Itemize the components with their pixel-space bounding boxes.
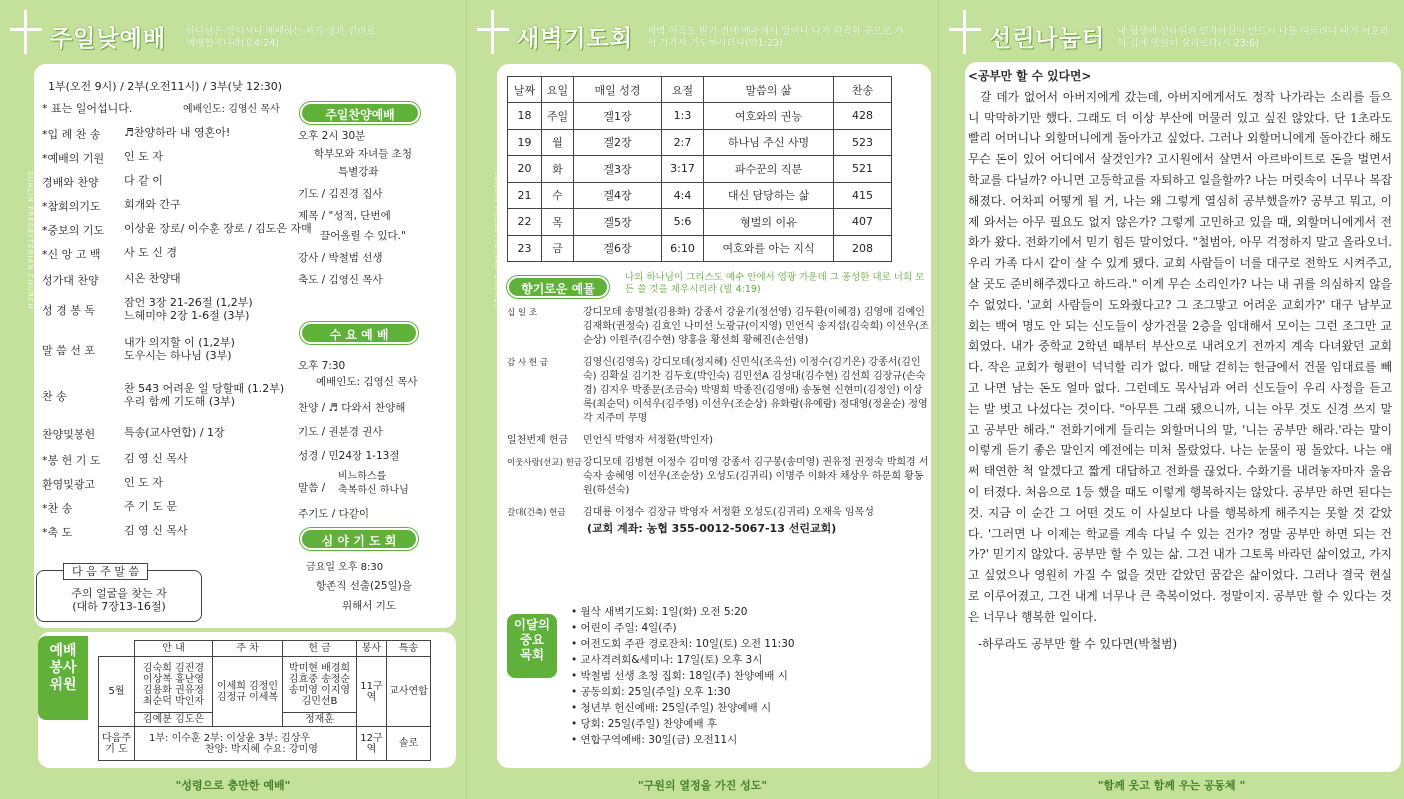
header <box>517 18 930 58</box>
story <box>968 66 1392 770</box>
offering-type: 갈대(건축) 헌금 <box>507 508 566 518</box>
event-item: • 공동의회: 25일(주일) 오후 1:30 <box>571 686 731 698</box>
volunteer-section <box>38 636 452 770</box>
stand-note: * 표는 일어섭니다. <box>42 102 133 115</box>
order-label: *중보의 기도 <box>42 224 105 237</box>
offering-names: 강디모데 송명철(김용화) 강종서 강윤기(정선영) 김두환(이혜경) 김영애 김예인 김재화(권정숙) 김효인 나미선 노광규(이지영) 민언식 송지섭(김숙희) 이선우(조순상) 이원주(김수현) 양홍을 황선희 황혜진(손선영) <box>583 307 929 346</box>
worship-order <box>42 66 456 624</box>
order-value: 사 도 신 경 <box>124 246 177 259</box>
table-row: 19 월 겔2장 2:7 하나님 주신 사명 523 <box>508 129 892 156</box>
next-week-ref: (대하 7장13-16절) <box>72 600 166 613</box>
cross-icon <box>6 10 46 54</box>
footer-slogan: "구원의 열정을 가진 성도" <box>637 779 768 792</box>
order-label: *신 앙 고 백 <box>42 248 101 261</box>
bank-account: (교회 계좌: 농협 355-0012-5067-13 선린교회) <box>587 522 837 535</box>
night-line1: 항존직 선출(25일)을 <box>316 580 412 592</box>
order-value: 찬 543 어려운 일 당할때 (1.2부) 우리 함께 기도해 (3부) <box>124 382 285 408</box>
night-line2: 위해서 기도 <box>342 600 397 612</box>
order-value: ♬찬양하라 내 영혼아! <box>124 126 231 139</box>
order-value: 김 영 신 목사 <box>124 524 188 537</box>
wednesday-prayer: 기도 / 권분경 권사 <box>298 426 383 438</box>
order-label: 성가대 찬양 <box>42 274 99 287</box>
header-verse: 내 평생에 선하심과 인자하심이 반드시 나를 따르리니 내가 여호와의 집에 영원히 살리로다(시 23:6) <box>1117 26 1389 49</box>
header-verse: 하나님은 영이시니 예배하는 자가 영과 진리로 예배할지니라(요4:24) <box>186 26 376 49</box>
offering-type: 십 일 조 <box>507 308 538 318</box>
order-value: 다 같 이 <box>124 174 163 187</box>
order-label: 경배와 찬양 <box>42 176 99 189</box>
order-label: *봉 헌 기 도 <box>42 454 101 467</box>
table-row: 23 금 겔6장 6:10 여호와를 아는 지식 208 <box>508 235 892 262</box>
event-item: • 여전도회 주관 경로잔치: 10일(토) 오전 11:30 <box>571 638 795 650</box>
night-time: 금요일 오후 8:30 <box>306 562 384 573</box>
story-title: <공부만 할 수 있다면> <box>968 69 1092 83</box>
cross-icon <box>945 10 985 54</box>
offering-type: 감 사 헌 금 <box>507 358 548 368</box>
page-title: 새벽기도회 <box>517 26 634 52</box>
header-verse: 새벽 아직도 밝기 전에 예수께서 일어나 나가 한적한 곳으로 가서 거기서 기도하시더니(막1:23) <box>647 26 904 49</box>
order-label: 찬양및봉헌 <box>42 428 96 441</box>
next-week-title: 주의 얼굴을 찾는 자 <box>71 587 167 600</box>
wednesday-bible: 성경 / 민24장 1-13절 <box>298 450 400 462</box>
afternoon-time: 오후 2시 30분 <box>298 130 366 142</box>
wednesday-msg-label: 말씀 / <box>298 482 326 494</box>
table-row: 18 주일 겔1장 1:3 여호와의 권능 428 <box>508 103 892 130</box>
order-label: *축 도 <box>42 526 73 539</box>
next-week-caption: 다 음 주 말 씀 <box>63 563 148 580</box>
volunteer-table: 안 내 주 차 헌 금 봉사 특송 5월 김숙희 김진경 이상복 홍난영 김용화 권유정 최순덕 박인자 이세희 김정인 김정규 이세복 박미현 배경희 김효중 송정순 송미영 이지영 김민선B 11구역 교사연합 김예분 김도은 정재훈 다음주 기 도 1부: 이수훈 2부: 이상윤 3부: 김상우 찬양: 박지혜 수요: 강미영 12구역 솔로 <box>98 640 431 761</box>
story-body: 갈 데가 없어서 아버지에게 갔는데, 아버지에게서도 정작 나가라는 소리를 들으니 막막하기만 했다. 그래도 더 이상 부산에 머물러 있고 싶진 않았다. 단 1초라도 빨리 어머니나 외할머니에게 돌아가고 싶었다. 그러나 외할머니에게 돌아간다 해도 무슨 돈이 있어 어디에서 살것인가? 고시원에서 살면서 아르바이트로 돈을 벌면서 학교를 다닐까? 아니면 고등학교를 자퇴하고 일을할까? 나는 머릿속이 너무나 복잡해졌다. 어차피 어떻게 될 거, 나는 왜 그렇게 열심히 공부했을까? 공부고 뭐고, 이제 와서는 아무 필요도 없지 않은가? 그렇게 고민하고 있을 때, 외할머니에게서 전화가 왔다. 전화기에서 믿기 힘든 말이었다. "철범아, 아무 걱정하지 말고 올라오너. 우리 가족 다시 같이 살 수 있게 됐다. 교회 사람들이 너를 대구로 전학도 시켜주고, 살 곳도 준비해주겠다고 하드라." 이게 무슨 소리인가? 나는 내 귀를 의심하지 않을 수 없었다. '교회 사람들이 도와줬다고? 그 조그맣고 어려운 교회가?' 대구 남부교회는 백여 명도 안 되는 신도들이 상가건물 2층을 임대해서 모이는 그런 조그만 교회였다. 내가 중학교 2학년 때부터 부산으로 내려오기 전까지 계속 다녀왔던 교회다. 작은 교회가 형편이 넉넉할 리가 없다. 매달 걷히는 헌금에서 건물 임대료를 빼고 나면 남는 돈도 얼마 없다. 그런데도 목사님과 여러 신도들이 우리 사정을 듣고는 발 벗고 나섰다는 것이다. "아무튼 그래 됐으니까, 니는 아무 것도 신경 쓰지 말고 공부만 해라." 전화기에게 들리는 외할머니의 말, '니는 공부만 해라.'라는 말이 이렇게 듣기 좋은 말인지 예전에는 미처 몰랐었다. 나는 눈물이 핑 돌았다. 나는 애써 태연한 척 알겠다고 짧게 대답하고 전화를 끊었다. 수화기를 내려놓자마자 울음이 터졌다. 처음으로 1등 했을 때도 이렇게 행복하지는 않았다. 공부만 하면 된다는 것. 지금 이 순간 그 어떤 것도 이 사실보다 나를 행복하게 해주지는 못할 것 같았다. '그러면 나 이제는 학교를 계속 다닐 수 있는 건가? 정말 공부만 하면 되는 건가?' 믿기지 않았다. 공부만 할 수 있는 삶. 그건 내가 그토록 바라던 삶이었고, 가지고 싶었으나 영원히 가질 수 없을 것만 같았던 꿈같은 삶이었다. 그러나 결국 현실로 이루어졌고, 그건 내게 너무나 큰 축복이었다. 정말이지. 공부만 할 수 있다는 것은 너무나 행복한 일이다. <box>968 89 1392 624</box>
order-value: 시온 찬양대 <box>124 272 181 285</box>
wednesday-bless: 주기도 / 다같이 <box>298 508 370 520</box>
order-value: 회개와 간구 <box>124 198 181 211</box>
offering-names: 김대룡 이정수 김장규 박영자 서정환 오성도(김귀리) 오재욱 임목성 <box>583 507 874 518</box>
order-label: 환영및광고 <box>42 478 96 491</box>
order-label: *참회의기도 <box>42 200 101 213</box>
wednesday-leader: 예배인도: 김영신 목사 <box>316 376 418 388</box>
monthly-events-tag: 이달의 중요 목회 <box>507 614 557 678</box>
order-value: 이상윤 장로/ 이수훈 장로 / 김도은 자매 <box>124 222 312 235</box>
wednesday-label: 수 요 예 배 <box>300 322 418 344</box>
wednesday-time: 오후 7:30 <box>298 360 346 372</box>
footer-slogan: "함께 웃고 함께 우는 공동체 " <box>1097 779 1246 792</box>
order-label: 찬 송 <box>42 390 67 403</box>
afternoon-line2: 특별강좌 <box>338 166 379 178</box>
side-church-name: SUNLIN PRESBYTERIAN CHURCH <box>26 170 34 310</box>
order-value: 잠언 3장 21-26절 (1,2부) 느헤미야 2장 1-6절 (3부) <box>124 296 253 322</box>
panel-dawn-prayer <box>466 0 938 799</box>
order-value: 인 도 자 <box>124 150 163 163</box>
offering-label: 향기로운 예물 <box>507 276 609 298</box>
event-item: • 교사격려회&세미나: 17일(토) 오후 3시 <box>571 654 763 666</box>
table-row: 22 목 겔5장 5:6 형벌의 이유 407 <box>508 209 892 236</box>
afternoon-bless: 축도 / 김영신 목사 <box>298 274 383 286</box>
event-item: • 어린이 주일: 4일(주) <box>571 622 677 634</box>
order-value: 김 영 신 목사 <box>124 452 188 465</box>
panel-sunday-worship <box>0 0 466 799</box>
service-times: 1부(오전 9시) / 2부(오전11시) / 3부(낮 12:30) <box>48 80 283 93</box>
offering-verse: 나의 하나님이 그리스도 예수 안에서 영광 가운데 그 풍성한 대로 너희 모든 쓸 것을 채우시리라 (빌 4:19) <box>625 272 925 295</box>
story-source: -하루라도 공부만 할 수 있다면(박철범) <box>978 636 1178 651</box>
leader: 예배인도: 김영신 목사 <box>183 104 280 115</box>
event-item: • 연합구역예배: 30일(금) 오전11시 <box>571 734 738 746</box>
table-row: 20 화 겔3장 3:17 파수꾼의 직분 521 <box>508 156 892 183</box>
afternoon-line1: 학부모와 자녀들 초청 <box>314 148 412 160</box>
offering-names: 김영신(김영옥) 강디모데(정지혜) 신민식(조옥선) 이정수(김기은) 강종서(김인숙) 김확실 김기찬 김두호(박인숙) 김민선A 김성대(김수현) 김선희 김장규(손숙경) 김지우 박종문(조금숙) 박명희 박종진(김영애) 송동현 신현미(김정인) 이상록(최순덕) 이석우(김주영) 이선우(조순상) 유화람(유예람) 정대영(정윤순) 정영각 지주미 무명 <box>583 357 928 424</box>
monthly-events <box>571 604 795 748</box>
cross-icon <box>473 10 513 54</box>
page-title: 주일낮예배 <box>50 26 167 52</box>
order-value: 인 도 자 <box>124 476 163 489</box>
afternoon-subject: 제목 / "성적, 단번에 <box>298 210 391 222</box>
offering-names: 민언식 박영자 서정환(박인자) <box>583 435 714 446</box>
next-week-sermon <box>36 565 202 622</box>
page-title: 선린나눔터 <box>989 26 1106 52</box>
offering-type: 이웃사랑(선교) 헌금 <box>507 458 583 468</box>
bible-reading-table: 날짜 요일 매일 성경 요절 말씀의 삶 찬송 18 주일 겔1장 1:3 여호와의 권능 428 19 월 겔2장 2:7 하나님 주신 사명 523 20 화 겔3장 3:17 파수꾼의 직분 521 21 수 겔4장 4:4 대신 담당하는 삶 415 22 목 겔5장 5:6 형벌의 이유 407 23 금 겔6장 6:10 여호와를 아는 지식 208 <box>507 76 892 262</box>
table-row: 21 수 겔4장 4:4 대신 담당하는 삶 415 <box>508 182 892 209</box>
event-item: • 월삭 새벽기도회: 1일(화) 오전 5:20 <box>571 606 748 618</box>
offering-names: 강디모데 김병현 이정수 김미영 강종서 김구봉(송미영) 권유정 권정숙 박희경 서숙자 송혜영 이선우(조순상) 오성도(김귀리) 이명주 이화자 채상우 하문희 황동원(하선숙) <box>583 457 929 496</box>
wednesday-msg1: 비느하스를 <box>338 471 387 482</box>
header <box>989 18 1396 58</box>
footer-slogan: "성령으로 충만한 예배" <box>175 779 291 792</box>
order-label: *찬 송 <box>42 502 73 515</box>
afternoon-label: 주일찬양예배 <box>300 102 420 124</box>
offering-type: 일천번제 헌금 <box>507 435 569 446</box>
order-value: 주 기 도 문 <box>124 500 177 513</box>
header <box>50 18 458 58</box>
order-label: *예배의 기원 <box>42 152 105 165</box>
night-prayer-label: 심 야 기 도 회 <box>300 528 418 550</box>
order-label: 성 경 봉 독 <box>42 304 95 317</box>
wednesday-praise: 찬양 / ♬ 다와서 찬양해 <box>298 402 406 414</box>
event-item: • 당회: 25일(주일) 찬양예배 후 <box>571 718 718 730</box>
afternoon-subject2: 끌어올릴 수 있다." <box>320 230 406 242</box>
event-item: • 박철범 선생 초청 집회: 18일(주) 찬양예배 시 <box>571 670 788 682</box>
afternoon-speaker: 강사 / 박철범 선생 <box>298 252 383 264</box>
volunteer-tag: 예배 봉사 위원 <box>38 636 88 720</box>
order-value: 특송(교사연합) / 1장 <box>124 426 225 439</box>
event-item: • 청년부 헌신예배: 25일(주일) 찬양예배 시 <box>571 702 772 714</box>
afternoon-prayer: 기도 / 김진경 집사 <box>298 188 383 200</box>
order-label: *입 례 찬 송 <box>42 128 101 141</box>
order-label: 말 씀 선 포 <box>42 344 95 357</box>
order-value: 내가 의지할 이 (1,2부) 도우시는 하나님 (3부) <box>124 336 235 362</box>
wednesday-msg2: 축복하신 하나님 <box>338 485 409 496</box>
